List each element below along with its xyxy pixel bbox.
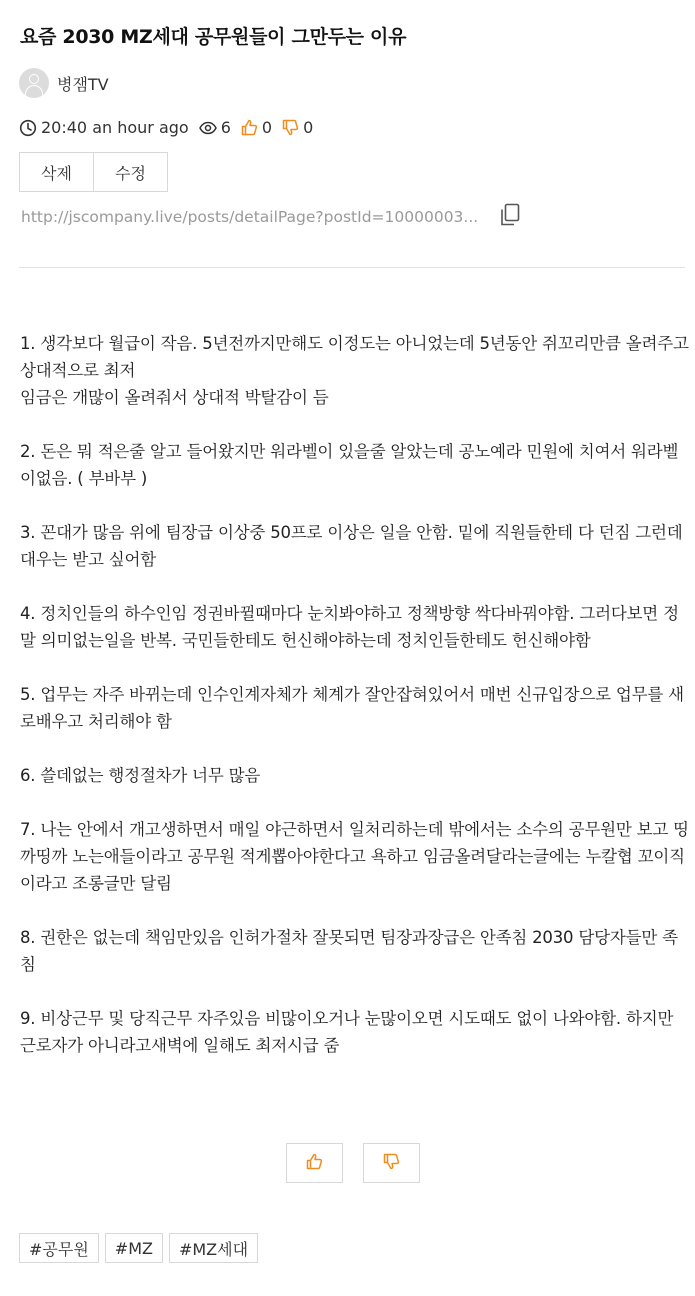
- body-paragraph: 6. 쓸데없는 행정절차가 너무 많음: [20, 766, 261, 785]
- dislike-button[interactable]: [363, 1143, 420, 1183]
- body-paragraph: 1. 생각보다 월급이 작음. 5년전까지만해도 이정도는 아니었는데 5년동안 쥐꼬리만큼 올려주고 상대적으로 최저 임금은 개많이 올려줘서 상대적 박탈감이 듬: [20, 334, 689, 407]
- eye-icon: [199, 121, 217, 135]
- body-paragraph: 4. 정치인들의 하수인임 정권바뀔때마다 눈치봐야하고 정책방향 싹다바꿔야함. 그러다보면 정말 의미없는일을 반복. 국민들한테도 헌신해야하는데 정치인들한테도 헌신해야함: [20, 604, 679, 650]
- body-paragraph: 3. 꼰대가 많음 위에 팀장급 이상중 50프로 이상은 일을 안함. 밑에 직원들한테 다 던짐 그런데 대우는 받고 싶어함: [20, 523, 683, 569]
- post-actions: [19, 152, 168, 192]
- divider: [19, 267, 685, 268]
- post-url[interactable]: http://jscompany.live/posts/detailPage?postId=10000003...: [21, 208, 479, 226]
- vote-buttons: [286, 1143, 420, 1183]
- body-paragraph: 2. 돈은 뭐 적은줄 알고 들어왔지만 워라벨이 있을줄 알았는데 공노예라 민원에 치여서 워라벨이없음. ( 부바부 ): [20, 442, 679, 488]
- tag[interactable]: #MZ: [105, 1233, 163, 1263]
- author-name[interactable]: 병잼TV: [57, 74, 109, 94]
- like-count: 0: [261, 118, 273, 137]
- thumbs-down-icon: [282, 119, 299, 136]
- share-url-row: [21, 203, 521, 231]
- post-meta: [19, 118, 313, 137]
- body-paragraph: 5. 업무는 자주 바뀌는데 인수인계자체가 체계가 잘안잡혀있어서 매번 신규입장으로 업무를 새로배우고 처리해야 함: [20, 685, 684, 731]
- view-count: 6: [220, 118, 231, 137]
- body-paragraph: 9. 비상근무 및 당직근무 자주있음 비많이오거나 눈많이오면 시도때도 없이 나와야함. 하지만 근로자가 아니라고새벽에 일해도 최저시급 줌: [20, 1009, 674, 1055]
- like-button[interactable]: [286, 1143, 343, 1183]
- thumbs-up-icon: [306, 1153, 323, 1174]
- dislike-count: 0: [303, 118, 314, 137]
- tag[interactable]: #공무원: [19, 1233, 99, 1263]
- clock-icon: [19, 119, 37, 137]
- thumbs-up-icon: [241, 119, 258, 136]
- post-time: 20:40 an hour ago: [41, 118, 189, 137]
- tag[interactable]: #MZ세대: [169, 1233, 258, 1263]
- post-body: [20, 330, 690, 1086]
- thumbs-down-icon: [383, 1153, 400, 1174]
- edit-button[interactable]: 수정: [93, 152, 168, 192]
- copy-icon[interactable]: [499, 203, 521, 231]
- body-paragraph: 8. 권한은 없는데 책임만있음 인허가절차 잘못되면 팀장과장급은 안족침 2030 담당자들만 족침: [20, 928, 678, 974]
- user-icon: [19, 68, 49, 98]
- tag-list: [19, 1233, 264, 1263]
- post-title: 요즘 2030 MZ세대 공무원들이 그만두는 이유: [20, 26, 407, 48]
- delete-button[interactable]: 삭제: [19, 152, 94, 192]
- body-paragraph: 7. 나는 안에서 개고생하면서 매일 야근하면서 일처리하는데 밖에서는 소수의 공무원만 보고 띵까띵까 노는애들이라고 공무원 적게뽑아야한다고 욕하고 임금올려달라는글에는 누칼협 꼬이직이라고 조롱글만 달림: [20, 820, 689, 893]
- author-block: [19, 68, 109, 98]
